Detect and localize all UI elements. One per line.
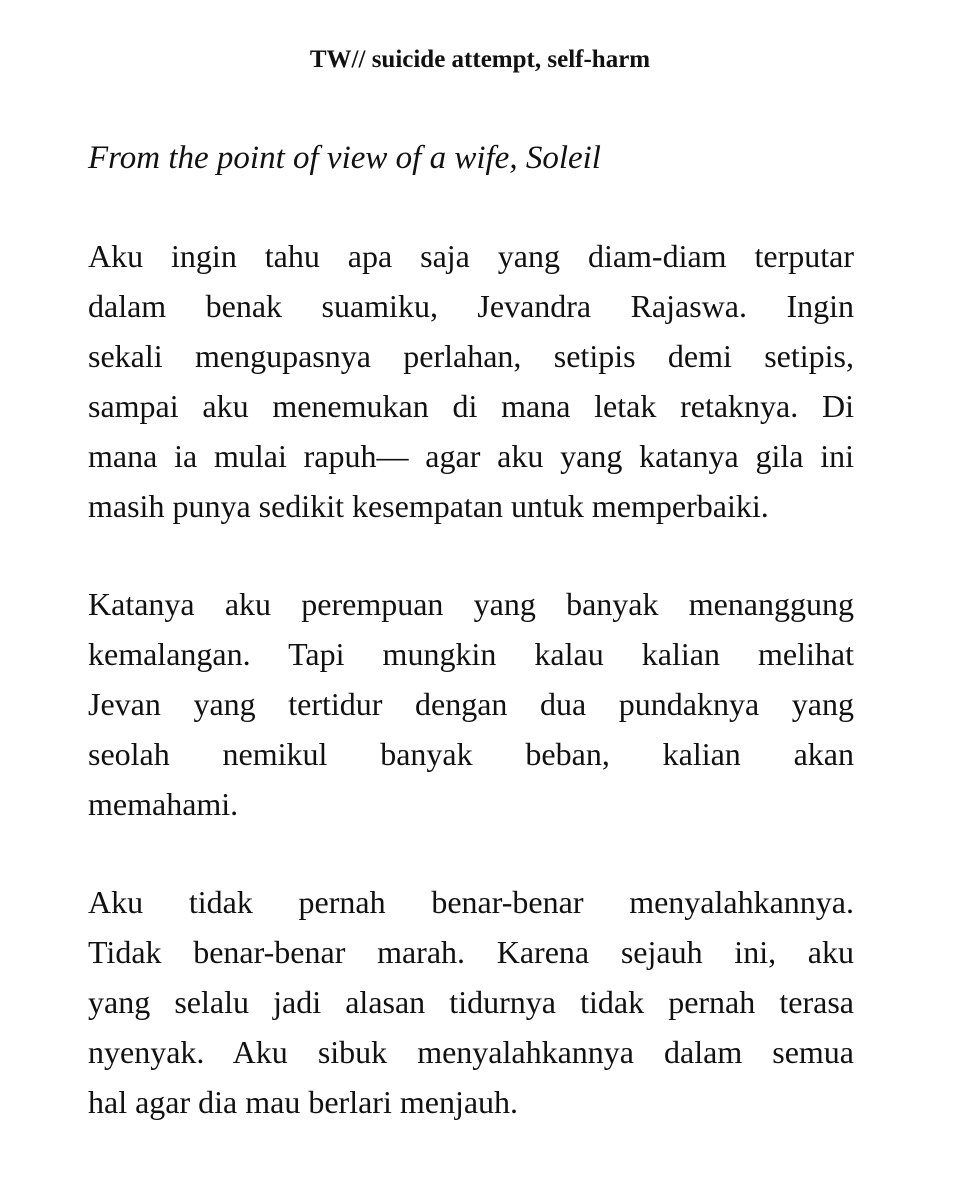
paragraph-3: [88, 877, 854, 1127]
paragraph-line: Jevan yang tertidur dengan dua pundaknya yang: [88, 686, 854, 722]
paragraph-line: Katanya aku perempuan yang banyak menanggung: [88, 586, 854, 622]
paragraph-line: sekali mengupasnya perlahan, setipis demi setipis,: [88, 338, 854, 374]
trigger-warning: TW// suicide attempt, self-harm: [309, 46, 651, 73]
paragraph-line: kemalangan. Tapi mungkin kalau kalian melihat: [88, 636, 854, 672]
paragraph-line: sampai aku menemukan di mana letak retaknya. Di: [88, 388, 854, 424]
paragraph-line: hal agar dia mau berlari menjauh.: [88, 1084, 519, 1120]
paragraph-line: nyenyak. Aku sibuk menyalahkannya dalam semua: [88, 1034, 854, 1070]
paragraph-line: dalam benak suamiku, Jevandra Rajaswa. Ingin: [88, 288, 854, 324]
paragraph-line: memahami.: [88, 786, 239, 822]
paragraph-line: mana ia mulai rapuh— agar aku yang katanya gila ini: [88, 438, 854, 474]
paragraph-1: [88, 231, 854, 531]
paragraph-line: Tidak benar-benar marah. Karena sejauh ini, aku: [88, 934, 854, 970]
point-of-view-subtitle: From the point of view of a wife, Soleil: [88, 140, 601, 176]
paragraph-line: Aku tidak pernah benar-benar menyalahkannya.: [88, 884, 854, 920]
paragraph-line: Aku ingin tahu apa saja yang diam-diam terputar: [88, 238, 854, 274]
paragraph-line: seolah nemikul banyak beban, kalian akan: [88, 736, 854, 772]
paragraph-line: yang selalu jadi alasan tidurnya tidak pernah terasa: [88, 984, 854, 1020]
paragraph-line: masih punya sedikit kesempatan untuk memperbaiki.: [88, 488, 769, 524]
paragraph-2: [88, 579, 854, 829]
